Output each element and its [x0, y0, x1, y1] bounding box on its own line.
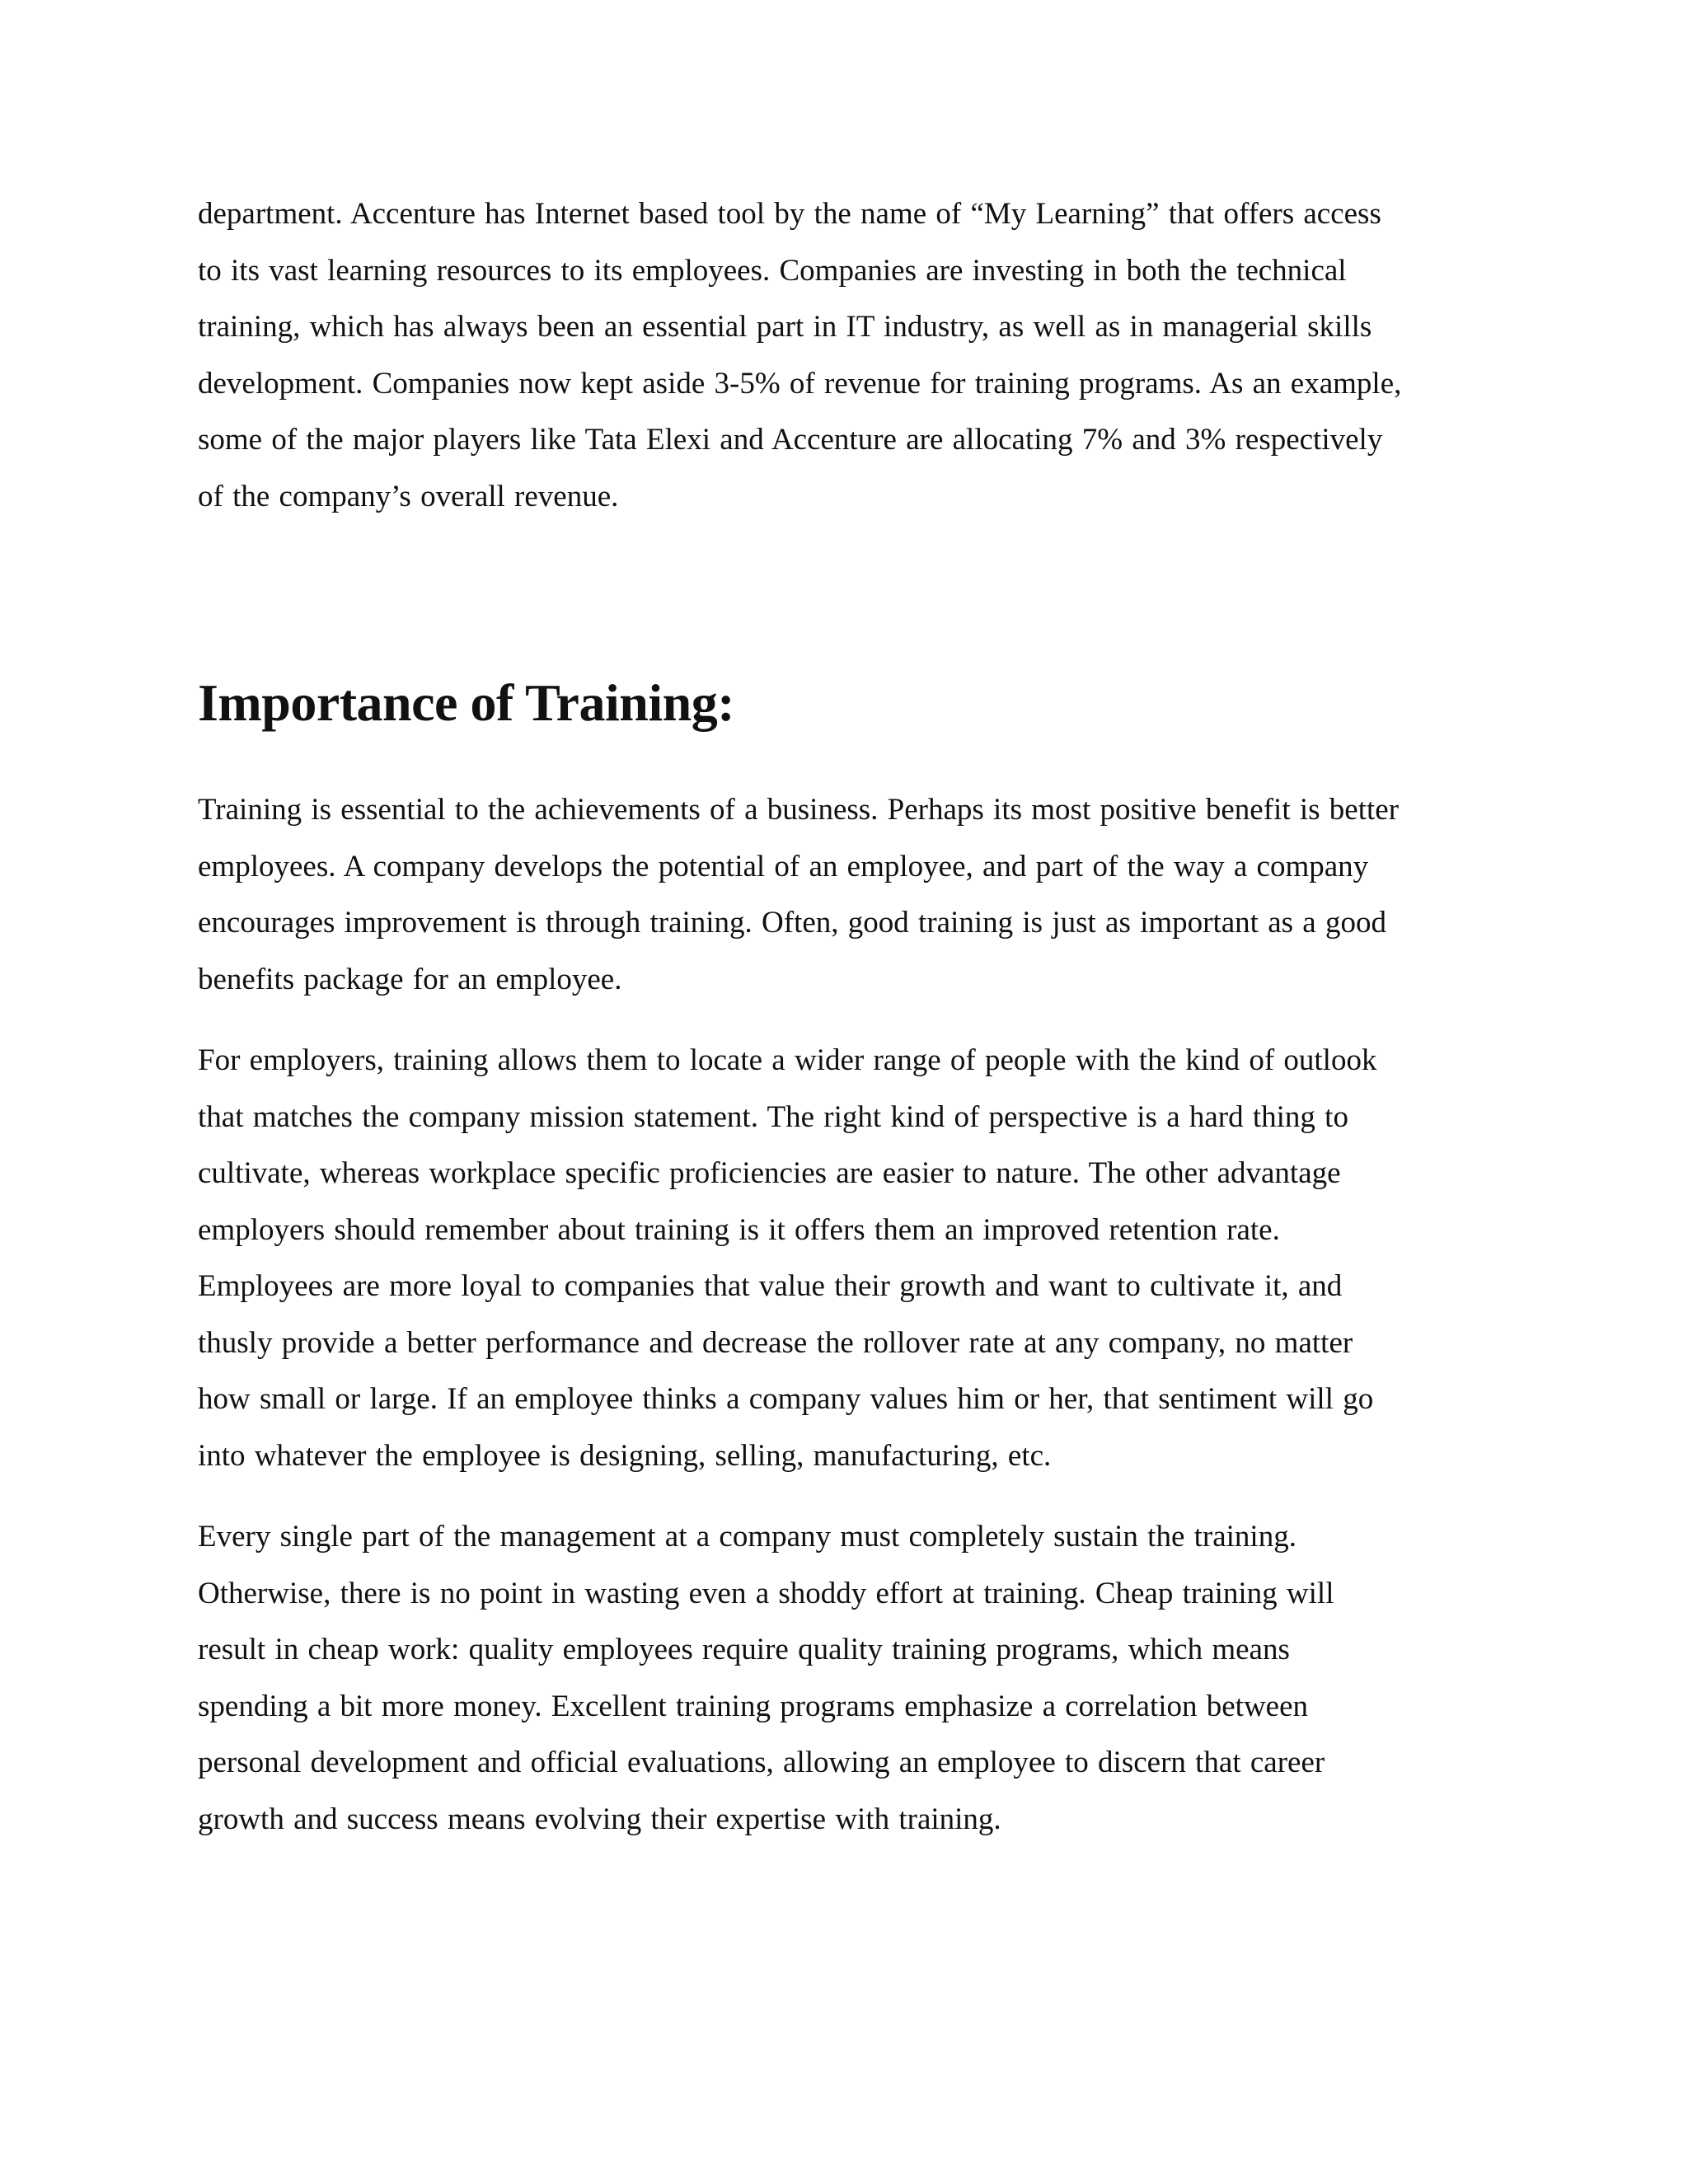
paragraph-line: employees. A company develops the potential of an employee, and part of the way a company — [198, 849, 1369, 883]
paragraph-line: how small or large. If an employee thinks a company values him or her, that sentiment will go — [198, 1382, 1374, 1416]
paragraph-training-essential — [198, 782, 1500, 1008]
paragraph-employers — [198, 1033, 1500, 1484]
paragraph-line: into whatever the employee is designing, selling, manufacturing, etc. — [198, 1438, 1052, 1473]
paragraph-line: personal development and official evaluations, allowing an employee to discern that career — [198, 1746, 1325, 1779]
page-content — [198, 186, 1500, 1848]
paragraph-line: Employees are more loyal to companies that value their growth and want to cultivate it, and — [198, 1269, 1343, 1303]
paragraph-line: cultivate, whereas workplace specific proficiencies are easier to nature. The other advantage — [198, 1156, 1341, 1190]
paragraph-management — [198, 1509, 1500, 1848]
paragraph-line: encourages improvement is through training. Often, good training is just as important as a good — [198, 906, 1386, 940]
paragraph-line: result in cheap work: quality employees require quality training programs, which means — [198, 1633, 1290, 1666]
paragraph-line: employers should remember about training is it offers them an improved retention rate. — [198, 1212, 1280, 1247]
paragraph-line: For employers, training allows them to locate a wider range of people with the kind of outlook — [198, 1043, 1377, 1077]
paragraph-line: of the company’s overall revenue. — [198, 479, 619, 513]
spacer — [198, 1484, 1500, 1509]
paragraph-line: training, which has always been an essential part in IT industry, as well as in managerial skills — [198, 310, 1372, 344]
spacer — [198, 736, 1500, 782]
spacer — [198, 1008, 1500, 1033]
paragraph-line: that matches the company mission statement. The right kind of perspective is a hard thing to — [198, 1099, 1348, 1134]
paragraph-line: thusly provide a better performance and decrease the rollover rate at any company, no matter — [198, 1325, 1353, 1360]
paragraph-line: Every single part of the management at a company must completely sustain the training. — [198, 1520, 1296, 1554]
paragraph-line: to its vast learning resources to its employees. Companies are investing in both the technical — [198, 253, 1347, 288]
paragraph-line: Otherwise, there is no point in wasting even a shoddy effort at training. Cheap training will — [198, 1576, 1334, 1610]
paragraph-line: benefits package for an employee. — [198, 962, 622, 996]
intro-paragraph — [198, 186, 1500, 525]
paragraph-line: department. Accenture has Internet based tool by the name of “My Learning” that offers access — [198, 197, 1381, 231]
paragraph-line: development. Companies now kept aside 3-5% of revenue for training programs. As an example, — [198, 366, 1402, 401]
paragraph-line: spending a bit more money. Excellent training programs emphasize a correlation between — [198, 1689, 1309, 1723]
spacer — [198, 525, 1500, 670]
section-heading: Importance of Training: — [198, 673, 734, 732]
paragraph-line: some of the major players like Tata Elexi and Accenture are allocating 7% and 3% respectively — [198, 423, 1383, 457]
paragraph-line: growth and success means evolving their expertise with training. — [198, 1802, 1001, 1836]
paragraph-line: Training is essential to the achievements of a business. Perhaps its most positive benefit is better — [198, 793, 1400, 827]
